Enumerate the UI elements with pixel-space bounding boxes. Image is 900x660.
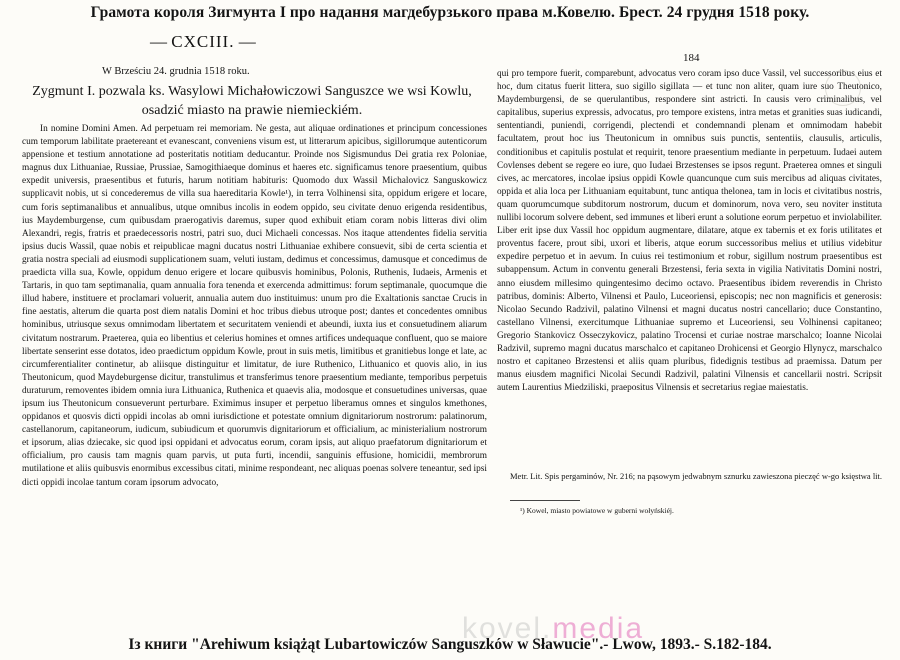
- right-paragraph: qui pro tempore fuerit, comparebunt, advocatus vero coram ipso duce Vassil, vel successoribus eius et hoc, dum citatus fuerit littera, suo sigillo sigillata — et tunc non aliter, quam iure suo Theutonico, Maydemburgensi, de se querulantibus, respondere sint astricti. In causis vero criminalibus, vel capitalibus, superius expressis, advocatus, pro tempore existens, intra metas et granities suas iudicandi, sententiandi, puniendi, corrigendi, plectendi et condemnandi plenam et omnimodam habebit facultatem, prout hoc ius Theutonicum in omnibus suis punctis, sententiis, clausulis, articulis, conditionibus et capitulis postulat et requirit, tenore praesentium mediante in perpetuum. Iudaei autem Covlenses debent se regere eo iure, quo Iudaei Brzestenses se ipsos regunt. Praeterea omnes et singuli cives, ac mercatores, incolae ipsius oppidi Kowle quancunque cum suis mercibus ad aliquas civitates, oppida et alia loca per Lithuaniam equitabunt, tunc antiqua thelonea, tam in locis et civitatibus nostris, quam quorumcumque subditorum nostrorum, ducum et dominorum, nova vero, seu noviter instituta nullibi locorum solvere debent, sed immunes et liberi erunt a solutione eorum perpetuo et inviolabiliter. Liber erit ipse dux Vassil hoc oppidum augmentare, dilatare, atque ex tabernis et ex foris utilitates et proventus facere, prout sibi, uxori et liberis, atque eorum successoribus melius et utilius videbitur expedire perpetuo et in aevum. In cuius rei testimonium et robur, sigillum nostrum praesentibus est subappensum. Actum in conventu generali Brzestensi, feria sexta in vigilia Nativitatis Domini nostri, anno eiusdem millesimo quingentesimo decimo octavo. Praesentibus ibidem reverendis in Christo patribus, dominis: Alberto, Vilnensi et Paulo, Luceoriensi, episcopis; nec non magnificis et generosis: Nicolao Secundo Radzivil, palatino Vilnensi et magni ducatus nostri cancellario; duce Constantino, castellano Vilnensi, exercitumque Lithuaniae supremo et Luceoriensi, seu Volhinensi capitaneo; Gregorio Stankovicz Osseczykovicz, palatino Trocensi et curiae nostrae marschalco; Ioanne Nicolai Radzivil, supremo magni ducatus marschalco et capitaneo Drohicensi et Georgio Hlynycz, marschalco nostro et capitaneo Brzestensi et aliis quam pluribus, fidedignis testibus ad praemissa. Datum per manus eiusdem magnifici Nicolai Secundi Radzivil, palatini Vilnensis et cancellarii nostri. Scripsit autem Laurentius Miedziliski, praepositus Vilnensis et secretarius regiae maiestatis.: [497, 69, 882, 394]
- document-subtitle: Zygmunt I. pozwala ks. Wasylowi Michałowiczowi Sanguszce we wsi Kowlu, osadzić miasto na prawie niemieckiém.: [32, 84, 472, 118]
- chapter-number: — CXCIII. —: [150, 32, 256, 51]
- faded-stamp-mark: [825, 70, 861, 106]
- footnote: ¹) Kowel, miasto powiatowe w guberni wołyńskiéj.: [520, 506, 674, 515]
- page-number: 184: [683, 52, 700, 64]
- source-note: Metr. Lit. Spis pergaminów, Nr. 216; na pąsowym jedwabnym sznurku zawieszona pieczęć w-go księstwa lit.: [510, 471, 883, 481]
- chapter-number-text: CXCIII.: [171, 32, 235, 51]
- document-header: Грамота короля Зигмунта I про надання магдебурзького права м.Ковелю. Брест. 24 грудня 1518 року.: [90, 4, 810, 21]
- date-line: W Brześciu 24. grudnia 1518 roku.: [102, 66, 250, 77]
- book-citation: Із книги "Arehiwum książąt Lubartowiczów Sanguszków w Sławucie".- Lwow, 1893.- S.182-184.: [128, 636, 772, 653]
- left-column-text: [22, 123, 487, 623]
- footnote-divider: [510, 500, 580, 501]
- watermark-right: media: [552, 612, 645, 645]
- right-column-text: [497, 68, 882, 450]
- watermark-left: kovel.: [462, 612, 553, 645]
- left-paragraph: In nomine Domini Amen. Ad perpetuam rei memoriam. Ne gesta, aut aliquae ordinationes et principum concessiones cum temporum labilitate praetereant et evanescant, conveniens visum est, ut litterarum apicibus, sigillorumque autenticorum appensione et testium annotatione ad posteritatis notitiam deducantur. Proinde nos Sigismundus Dei gratia rex Poloniae, magnus dux Lithuaniae, Russiae, Prussiae, Samogithiaeque dominus et haeres etc. significamus tenore praesentium, quibus expedit universis, praesentibus et futuris, harum notitiam habituris: Quomodo dux Wassil Michalovicz Sanguskowicz supplicavit nobis, ut si concederemus de villa sua haereditaria Kowle¹), in terra Volhinensi sita, oppidum erigere et locare, cum foris septimanalibus et annualibus, utque omnibus incolis in eodem oppido, seu civitate denuo erigenda residentibus, ius Maydemburgense, cum quibusdam praerogativis daremus, super quod exhibuit etiam coram nobis litteras divi olim Alexandri, regis, fratris et praedecessoris nostri, patri suo, duci Michaeli concessas. Nos itaque attendentes fidelia servitia ipsius ducis Wassil, quae nobis et reipublicae magni ducatus nostri Lithuaniae exhibere consuevit, sibi de certa scientia et gratia nostra speciali ad eiusmodi supplicationem suam, veluti iustam, dedimus et concessimus, damusque et concedimus de praedicta villa sua, Kowle, oppidum denuo erigere et locare quibusvis hominibus, Polonis, Ruthenis, Iudaeis, Armenis et Tartaris, in quo tam septimanalia, quam annualia fora tenenda et exercenda admittimus: forum septimanale, quocumque die illud habere, instituere et proclamari voluerit, annualia autem duo instituimus: unum pro die Exaltationis sanctae Crucis in fine aestatis, alterum die quarta post diem natalis Domini et hoc tribus diebus utroque post; dantes et concedentes omnibus hominibus, utriusque sexus omnimodam libertatem et securitatem veniendi et abeundi, iuxta ius et consuetudinem aliarum civitatum nostrarum. Praeterea, quia eo libentius et celerius homines et omnes artifices undequaque confluent, quo se maiore libertate senserint esse dotatos, ideo praedictum oppidum Kowle, prout in suis metis, limitibus et granitiebus longe et late, ac circumferentialiter continetur, ab aliisque distinguitur et limitatur, de iure Ruthenico, Lithuanico et quovis alio, in ius Theutonicum, quod Maydeburgense dicitur, transtulimus et transferimus tenore praesentium mediante, temporibus perpetuis duraturum, removentes ibidem omnia iura Lithuanica, Ruthenica et quaevis alia, modosque et consuetudines universas, quae ipsum ius Theutonicum consueverunt perturbare. Eximimus insuper et perpetuo liberamus omnes et singulos kmethones, oppidanos et quosvis dicti oppidi incolas ab omni iurisdictione et potestate omnium dignitariorum nostrorum: palatinorum, castellanorum, capitaneorum, iudicum, subiudicum et quorumvis dignitariorum et officialium, ac ministerialium nostrorum et ipsorum, alias dziecake, sic quod ipsi oppidani et advocatus eorum, coram ipsis, aut aliquo praefatorum dignitariorum et officialium, pro causis tam magnis quam parvis, ut puta furti, incendii, sanguinis effusione, homicidii, membrorum mutilatione et aliis quibusvis enormibus excessibus citati, minime respondeant, nec aliquas poenas solvere teneantur, sed ipsi dicti oppidi incolae tantum coram ipsorum advocato,: [22, 124, 487, 488]
